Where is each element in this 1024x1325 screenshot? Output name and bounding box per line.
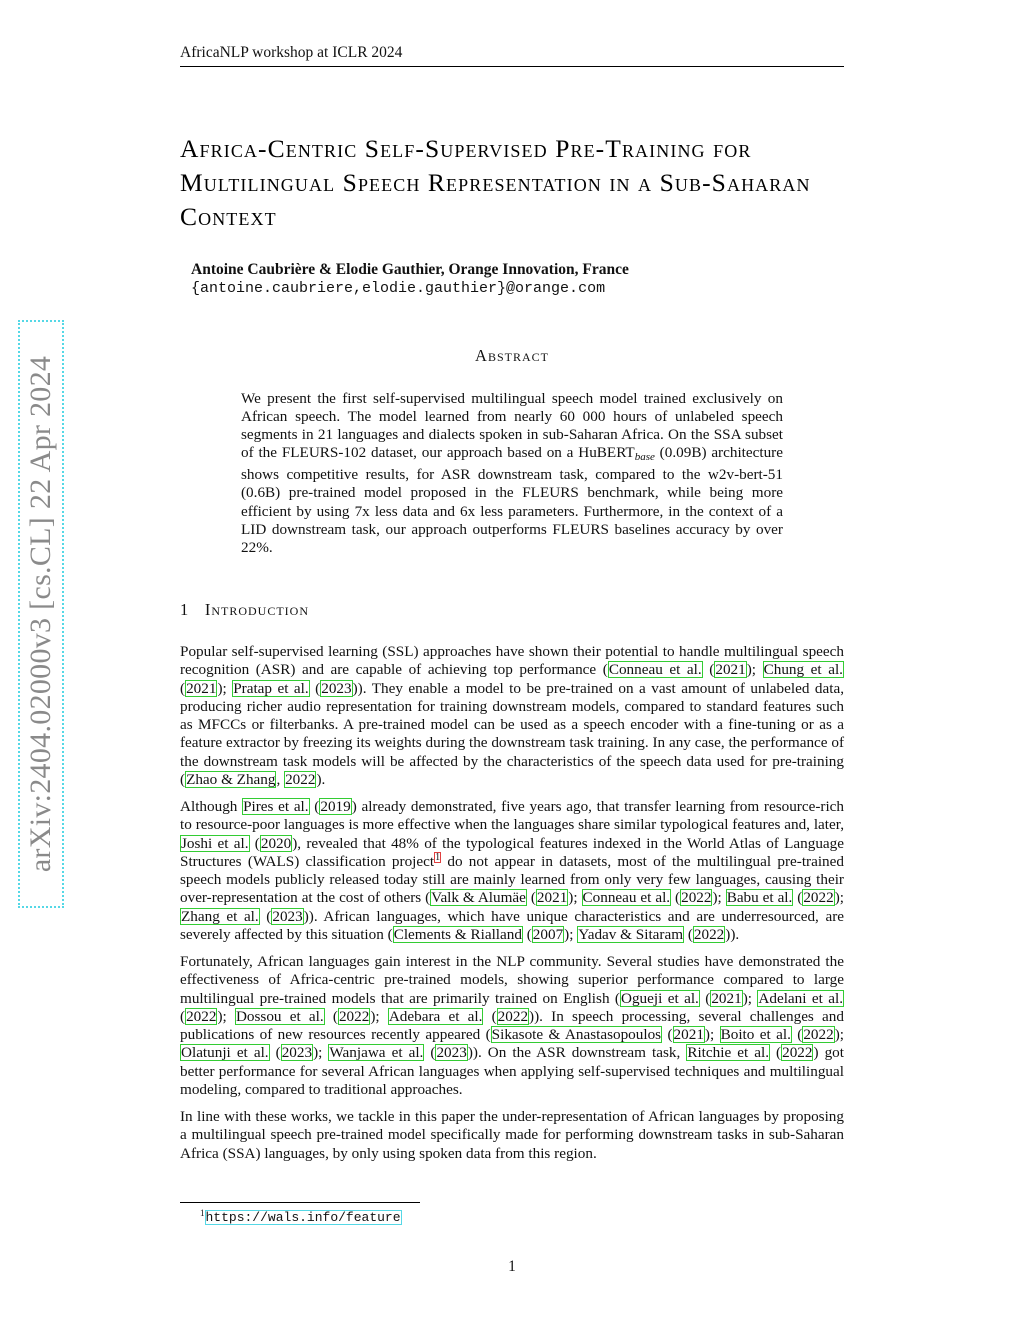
citation-link[interactable]: Babu et al. (726, 889, 793, 907)
citation-link[interactable]: 2022 (803, 889, 834, 907)
arxiv-stamp-text: arXiv:2404.02000v3 [cs.CL] 22 Apr 2024 (24, 355, 58, 873)
citation-link[interactable]: Adebara et al. (388, 1007, 483, 1025)
citation-link[interactable]: Chung et al. (763, 661, 843, 679)
citation-link[interactable]: Pratap et al. (233, 679, 309, 697)
citation-link[interactable]: 2022 (338, 1007, 370, 1025)
footnote-rule (180, 1202, 420, 1203)
paragraph-1: Popular self-supervised learning (SSL) approaches have shown their potential to handle multilingual speech recognition (ASR) and are capable of achieving top performance (Conneau et al. (2021); Chung et al. (2021); Pratap et al. (2023)). They enable a model to be pre-trained on a vast amount of unlabeled data, producing richer audio representation for training downstream models, compared to standard features such as MFCCs or filterbanks. A pre-trained model can be used as a speech encoder with a fine-tuning or as a feature extractor by freezing its weights during the downstream task training. In any case, the performance of the downstream task models will be affected by the characteristics of the speech data used for pre-training (Zhao & Zhang, 2022). (180, 643, 844, 788)
citation-link[interactable]: 2021 (186, 679, 217, 697)
author-emails: {antoine.caubriere,elodie.gauthier}@orange.com (191, 280, 606, 297)
citation-link[interactable]: Clements & Rialland (393, 925, 522, 943)
citation-link[interactable]: 2019 (320, 798, 351, 815)
paper-title: Africa-Centric Self-Supervised Pre-Training for Multilingual Speech Representation in a Sub-Saharan Context (180, 134, 811, 231)
citation-link[interactable]: 2022 (693, 925, 725, 943)
page-number: 1 (508, 1258, 516, 1275)
citation-link[interactable]: 2022 (681, 889, 712, 907)
citation-link[interactable]: Valk & Alumäe (431, 889, 526, 907)
footnote-url-link[interactable]: https://wals.info/feature (205, 1210, 401, 1226)
author-line: Antoine Caubrière & Elodie Gauthier, Orange Innovation, France (191, 261, 629, 278)
citation-link[interactable]: 2021 (673, 1026, 704, 1043)
citation-link[interactable]: Conneau et al. (582, 889, 671, 907)
citation-link[interactable]: 2023 (321, 679, 352, 697)
header-rule (180, 66, 844, 67)
body-text (180, 643, 844, 1172)
section-number: 1 (180, 600, 189, 619)
arxiv-stamp[interactable] (18, 320, 64, 908)
footnote-mark: 1 (200, 1208, 205, 1218)
citation-link[interactable]: 2023 (281, 1044, 313, 1062)
citation-link[interactable]: Wanjawa et al. (329, 1044, 424, 1062)
citation-link[interactable]: 2023 (272, 907, 303, 925)
citation-link[interactable]: Boito et al. (720, 1026, 791, 1043)
running-header: AfricaNLP workshop at ICLR 2024 (180, 44, 403, 61)
citation-link[interactable]: Sikasote & Anastasopoulos (491, 1026, 662, 1043)
section-heading-introduction (180, 600, 309, 620)
paragraph-4: In line with these works, we tackle in this paper the under-representation of African languages by proposing a multilingual speech pre-trained model specifically made for performing downstream tasks in sub-Saharan Africa (SSA) languages, by only using spoken data from this region. (180, 1108, 844, 1162)
citation-link[interactable]: 2022 (285, 770, 316, 788)
citation-link[interactable]: 2021 (711, 989, 742, 1007)
abstract-heading: Abstract (475, 346, 549, 365)
citation-link[interactable]: Olatunji et al. (181, 1044, 269, 1062)
citation-link[interactable]: Zhao & Zhang (186, 770, 276, 788)
paragraph-3: Fortunately, African languages gain interest in the NLP community. Several studies have demonstrated the effectiveness of Africa-centric pre-trained models, showing superior performance compared to large multilingual pre-trained models that are primarily trained on English (Ogueji et al. (2021); Adelani et al. (2022); Dossou et al. (2022); Adebara et al. (2022)). In speech processing, several challenges and publications of new resources recently appeared (Sikasote & Anastasopoulos (2021); Boito et al. (2022); Olatunji et al. (2023); Wanjawa et al. (2023)). On the ASR downstream task, Ritchie et al. (2022) got better performance for several African languages when applying self-supervised techniques and multilingual modeling, compared to traditional approaches. (180, 953, 844, 1098)
citation-link[interactable]: Adelani et al. (758, 989, 843, 1007)
citation-link[interactable]: 2023 (436, 1044, 467, 1062)
citation-link[interactable]: 2007 (532, 925, 564, 943)
citation-link[interactable]: 2022 (186, 1007, 217, 1025)
footnote (200, 1208, 402, 1225)
citation-link[interactable]: Pires et al. (243, 798, 309, 815)
citation-link[interactable]: Ogueji et al. (621, 989, 699, 1007)
citation-link[interactable]: Yadav & Sitaram (578, 925, 684, 943)
abstract-text: We present the first self-supervised multilingual speech model trained exclusively on African speech. The model learned from nearly 60 000 hours of unlabeled speech segments in 21 languages and dialects spoken in sub-Saharan Africa. On the SSA subset of the FLEURS-102 dataset, our approach based on a HuBERT$_{base}$ (0.09B) architecture shows competitive results, for ASR downstream task, compared to the w2v-bert-51 (0.6B) pre-trained model proposed in the FLEURS benchmark, while being more efficient by using 7x less data and 6x less parameters. Furthermore, in the context of a LID downstream task, our approach outperforms FLEURS baselines accuracy by over 22%. (241, 390, 783, 556)
citation-link[interactable]: Joshi et al. (181, 834, 249, 852)
citation-link[interactable]: 2022 (782, 1044, 813, 1062)
citation-link[interactable]: Zhang et al. (181, 907, 259, 925)
citation-link[interactable]: 2021 (715, 661, 746, 679)
citation-link[interactable]: Dossou et al. (235, 1007, 324, 1025)
section-title: Introduction (204, 600, 310, 619)
citation-link[interactable]: 2020 (260, 834, 292, 852)
paragraph-2: Although Pires et al. (2019) already demonstrated, five years ago, that transfer learning from resource-rich to resource-poor languages is more effective when the languages share similar typological features and, later, Joshi et al. (2020), revealed that 48% of the typological features indexed in the World Atlas of Language Structures (WALS) classification project$^1$ do not appear in datasets, most of the multilingual pre-trained speech models publicly released today still are mainly learned from only very few languages, causing their over-representation at the cost of others (Valk & Alumäe (2021); Conneau et al. (2022); Babu et al. (2022); Zhang et al. (2023)). African languages, which have unique characteristics and are underresourced, are severely affected by this situation (Clements & Rialland (2007); Yadav & Sitaram (2022)). (180, 798, 845, 943)
citation-link[interactable]: 2022 (497, 1007, 529, 1025)
citation-link[interactable]: Conneau et al. (608, 661, 702, 679)
citation-link[interactable]: Ritchie et al. (687, 1044, 769, 1062)
citation-link[interactable]: 2021 (536, 889, 568, 907)
citation-link[interactable]: 2022 (803, 1026, 834, 1043)
footnote-ref[interactable]: 1 (435, 851, 441, 863)
